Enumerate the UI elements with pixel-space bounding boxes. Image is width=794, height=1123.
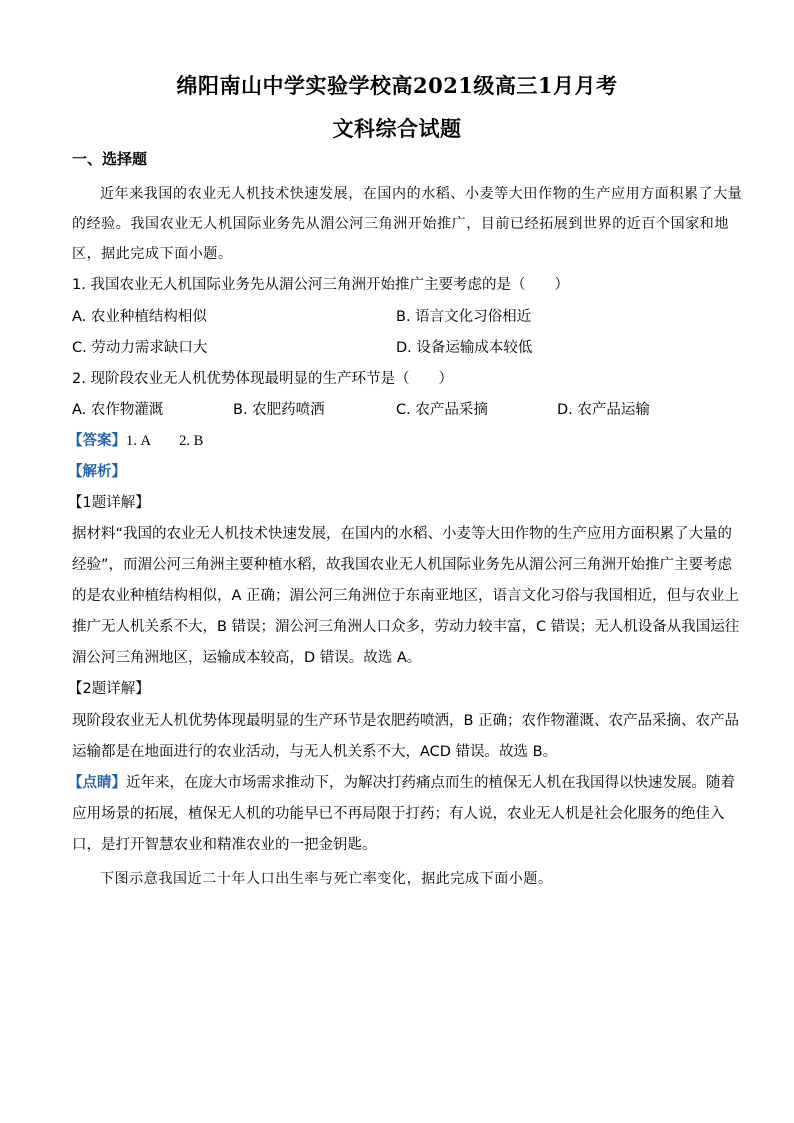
next-question-intro: 下图示意我国近二十年人口出生率与死亡率变化，据此完成下面小题。 [100,871,553,887]
answer-value: 1. A 2. B [126,433,204,449]
analysis-label [68,462,126,482]
detail-1-line: 湄公河三角洲地区，运输成本较高，D 错误。故选 A。 [72,650,422,666]
intro-line-3: 区，据此完成下面小题。 [72,246,233,262]
q1-option-d: D. 设备运输成本较低 [396,340,533,356]
detail-1-line: 经验”，而湄公河三角洲主要种植水稻，故我国农业无人机国际业务先从湄公河三角洲开始推广主要考虑 [72,557,733,573]
q2-option-d: D. 农产品运输 [557,402,650,418]
exam-subtitle: 文科综合试题 [332,116,462,141]
section-heading: 一、选择题 [72,150,148,168]
q2-option-c: C. 农产品采摘 [396,402,488,418]
q1-option-c: C. 劳动力需求缺口大 [72,340,208,356]
intro-line-2: 的经验。我国农业无人机国际业务先从湄公河三角洲开始推广，目前已经拓展到世界的近百个国家和地 [72,216,729,232]
detail-2-line: 运输都是在地面进行的农业活动，与无人机关系不大，ACD 错误。故选 B。 [72,744,558,760]
analysis-label-text: 【解析】 [68,464,126,480]
exam-title: 绵阳南山中学实验学校高2021级高三1月月考 [176,73,618,98]
question-1-stem: 1. 我国农业无人机国际业务先从湄公河三角洲开始推广主要考虑的是（ ） [72,277,569,293]
answer-label: 【答案】 [68,433,126,449]
detail-2-label: 【2题详解】 [68,681,150,697]
q1-option-a: A. 农业种植结构相似 [72,309,207,325]
detail-1-label: 【1题详解】 [68,495,150,511]
detail-1-line: 据材料“我国的农业无人机技术快速发展，在国内的水稻、小麦等大田作物的生产应用方面积累了大量的 [72,526,733,542]
tip-text: 近年来，在庞大市场需求推动下，为解决打药痛点而生的植保无人机在我国得以快速发展。随着 [126,775,735,791]
intro-line-1: 近年来我国的农业无人机技术快速发展，在国内的水稻、小麦等大田作物的生产应用方面积累了大量 [100,186,743,202]
q2-option-a: A. 农作物灌溉 [72,402,164,418]
answer-row [68,431,203,451]
tip-line-2: 应用场景的拓展，植保无人机的功能早已不再局限于打药；有人说，农业无人机是社会化服务的绝佳入 [72,806,725,822]
tip-line-3: 口，是打开智慧农业和精准农业的一把金钥匙。 [72,837,377,853]
detail-1-line: 推广无人机关系不大，B 错误；湄公河三角洲人口众多，劳动力较丰富，C 错误；无人机设备从我国运往 [72,619,740,635]
question-2-stem: 2. 现阶段农业无人机优势体现最明显的生产环节是（ ） [72,371,453,387]
detail-2-line: 现阶段农业无人机优势体现最明显的生产环节是农肥药喷洒，B 正确；农作物灌溉、农产品采摘、农产品 [72,713,740,729]
q1-option-b: B. 语言文化习俗相近 [396,309,532,325]
detail-1-line: 的是农业种植结构相似，A 正确；湄公河三角洲位于东南亚地区，语言文化习俗与我国相近，但与农业上 [72,588,740,604]
tip-label: 【点睛】 [68,775,126,791]
q2-option-b: B. 农肥药喷洒 [233,402,325,418]
tip-line-1 [68,773,735,793]
